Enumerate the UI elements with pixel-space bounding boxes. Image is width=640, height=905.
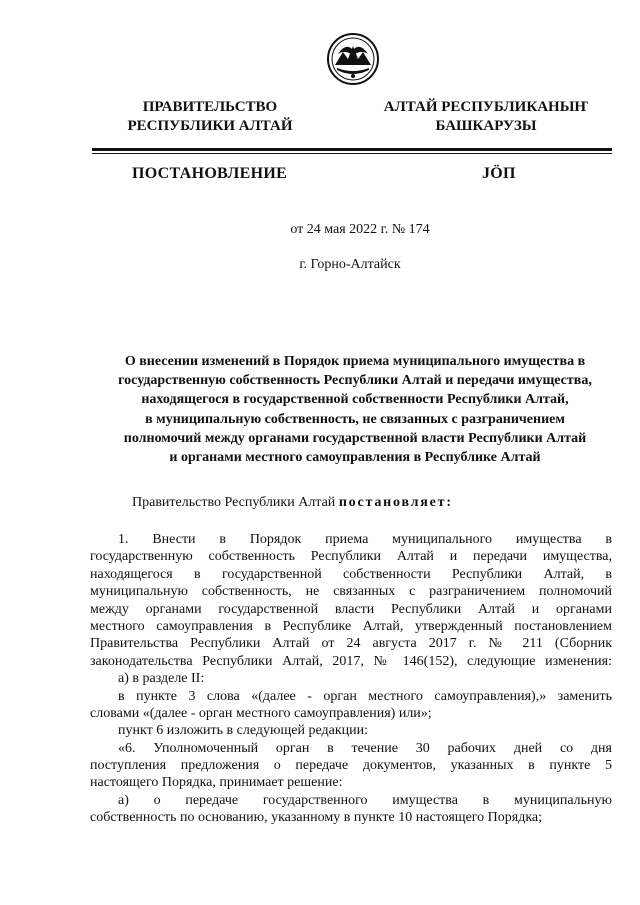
body-line: в пункте 3 слова «(далее - орган местного самоуправления),» заменить xyxy=(118,688,612,704)
body-line: Правительства Республики Алтай от 24 августа 2017 г. № 211 (Сборник xyxy=(90,636,612,652)
body-line: муниципальную собственность, не связанных с разграничением полномочий xyxy=(90,584,612,600)
coat-of-arms-emblem xyxy=(326,32,380,86)
body-line: собственность по основанию, указанному в пункте 10 настоящего Порядка; xyxy=(90,810,543,826)
body-line: находящегося в государственной собственности Республики Алтай, в xyxy=(90,566,612,582)
body-line: законодательства Республики Алтай, 2017, № 146(152), следующие изменения: xyxy=(90,653,612,669)
document-type-ru: ПОСТАНОВЛЕНИЕ xyxy=(132,165,288,182)
preamble-text: Правительство Республики Алтай xyxy=(132,495,339,510)
title-line: в муниципальную собственность, не связанных с разграничением xyxy=(145,411,565,427)
body-line: местного самоуправления в Республике Алтай, утвержденный постановлением xyxy=(90,618,612,634)
header-right-line2: БАШКАРУЗЫ xyxy=(435,118,537,134)
document-title xyxy=(90,352,620,467)
body-line: а) о передаче государственного имущества в муниципальную xyxy=(118,792,612,808)
date-line: от 24 мая 2022 г. № 174 xyxy=(290,222,430,237)
title-line: полномочий между органами государственной власти Республики Алтай xyxy=(123,430,587,446)
header-right-line1: АЛТАЙ РЕСПУБЛИКАНЫҤ xyxy=(383,99,589,115)
preamble xyxy=(132,495,453,511)
title-line: О внесении изменений в Порядок приема муниципального имущества в xyxy=(124,354,586,369)
body-line: между органами государственной власти Республики Алтай и органами xyxy=(90,601,612,617)
header-divider-thick xyxy=(92,148,612,151)
title-line: государственную собственность Республики Алтай и передачи имущества, xyxy=(118,373,592,389)
header-right xyxy=(372,98,600,136)
document-type-alt: JÖП xyxy=(482,165,516,182)
city-line: г. Горно-Алтайск xyxy=(299,257,401,272)
header-left-line2: РЕСПУБЛИКИ АЛТАЙ xyxy=(127,118,293,134)
body-line: а) в разделе II: xyxy=(118,671,205,687)
body-line: поступления предложения о передаче документов, указанных в пункте 5 xyxy=(90,758,612,774)
document-body xyxy=(90,531,612,827)
body-line: словами «(далее - орган местного самоуправления) или»; xyxy=(90,705,432,721)
body-line: настоящего Порядка, принимает решение: xyxy=(90,775,343,791)
body-line: пункт 6 изложить в следующей редакции: xyxy=(118,723,368,739)
body-line: 1. Внести в Порядок приема муниципального имущества в xyxy=(118,532,612,547)
body-line: «6. Уполномоченный орган в течение 30 рабочих дней со дня xyxy=(118,740,612,756)
preamble-emphasis: постановляет: xyxy=(338,495,453,510)
header-left xyxy=(100,98,320,136)
header-divider-thin xyxy=(92,153,612,154)
title-line: и органами местного самоуправления в Республике Алтай xyxy=(169,450,541,466)
header-left-line1: ПРАВИТЕЛЬСТВО xyxy=(142,99,278,115)
title-line: находящегося в государственной собственности Республики Алтай, xyxy=(141,392,569,408)
body-line: государственную собственность Республики Алтай и передачи имущества, xyxy=(90,549,612,565)
